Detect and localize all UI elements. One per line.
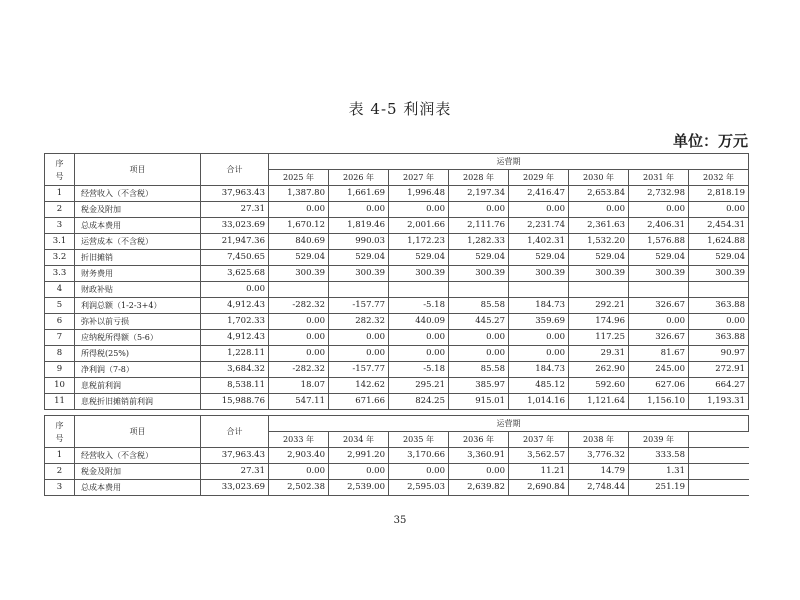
row-value: 0.00	[389, 330, 449, 346]
row-item-name: 经营收入（不含税）	[75, 186, 201, 202]
row-item-name: 利润总额（1-2-3+4）	[75, 298, 201, 314]
row-total: 27.31	[201, 202, 269, 218]
row-item-name: 财务费用	[75, 266, 201, 282]
seq-header-char: 序	[55, 158, 64, 168]
empty-cell	[689, 448, 749, 464]
row-value: 359.69	[509, 314, 569, 330]
row-value: 2,732.98	[629, 186, 689, 202]
row-value: 2,748.44	[569, 480, 629, 496]
row-value: 2,690.84	[509, 480, 569, 496]
row-value: 1,014.16	[509, 394, 569, 410]
document-title: 表 4-5 利润表	[348, 100, 452, 118]
row-value: 2,454.31	[689, 218, 749, 234]
row-value: 529.04	[449, 250, 509, 266]
row-value: 0.00	[329, 464, 389, 480]
row-value: 1,402.31	[509, 234, 569, 250]
row-seq: 4	[45, 282, 75, 298]
year-header: 2036 年	[449, 432, 509, 448]
table-row	[45, 346, 749, 362]
year-header: 2029 年	[509, 170, 569, 186]
row-item-name: 净利润（7-8）	[75, 362, 201, 378]
table-row	[45, 480, 749, 496]
table-row	[45, 394, 749, 410]
row-value: 990.03	[329, 234, 389, 250]
row-value: 272.91	[689, 362, 749, 378]
table-row	[45, 186, 749, 202]
row-total: 27.31	[201, 464, 269, 480]
row-item-name: 运营成本（不含税）	[75, 234, 201, 250]
header-row	[45, 154, 749, 170]
row-value: 529.04	[569, 250, 629, 266]
row-item-name: 税金及附加	[75, 202, 201, 218]
profit-table-2	[44, 415, 749, 496]
table-row	[45, 330, 749, 346]
row-value: 2,991.20	[329, 448, 389, 464]
row-value: 2,539.00	[329, 480, 389, 496]
row-value: 2,416.47	[509, 186, 569, 202]
row-value: 0.00	[449, 346, 509, 362]
seq-header-char: 序	[55, 420, 64, 430]
row-value: 300.39	[629, 266, 689, 282]
row-value: 29.31	[569, 346, 629, 362]
row-seq: 3.3	[45, 266, 75, 282]
row-value: 1,624.88	[689, 234, 749, 250]
row-item-name: 弥补以前亏损	[75, 314, 201, 330]
row-total: 37,963.43	[201, 186, 269, 202]
row-value: 0.00	[269, 464, 329, 480]
row-value: 3,170.66	[389, 448, 449, 464]
row-value: 90.97	[689, 346, 749, 362]
row-total: 37,963.43	[201, 448, 269, 464]
row-value: 1,661.69	[329, 186, 389, 202]
row-value: 627.06	[629, 378, 689, 394]
row-value: 184.73	[509, 298, 569, 314]
row-value: 0.00	[569, 202, 629, 218]
row-total: 8,538.11	[201, 378, 269, 394]
row-seq: 3	[45, 480, 75, 496]
row-value: 547.11	[269, 394, 329, 410]
year-header: 2039 年	[629, 432, 689, 448]
row-value: 2,903.40	[269, 448, 329, 464]
row-value: 1,532.20	[569, 234, 629, 250]
row-item-name: 所得税(25%)	[75, 346, 201, 362]
row-value: 824.25	[389, 394, 449, 410]
row-value: 2,406.31	[629, 218, 689, 234]
row-total: 3,625.68	[201, 266, 269, 282]
row-seq: 1	[45, 448, 75, 464]
row-value: 1,193.31	[689, 394, 749, 410]
row-total: 3,684.32	[201, 362, 269, 378]
row-value	[389, 282, 449, 298]
year-header: 2034 年	[329, 432, 389, 448]
row-seq: 10	[45, 378, 75, 394]
row-value: 0.00	[509, 346, 569, 362]
profit-table-1	[44, 153, 749, 410]
row-total: 1,228.11	[201, 346, 269, 362]
row-value: 14.79	[569, 464, 629, 480]
total-header: 合计	[201, 154, 269, 186]
row-value: 85.58	[449, 362, 509, 378]
row-value: 592.60	[569, 378, 629, 394]
row-value: 1,121.64	[569, 394, 629, 410]
row-value: 326.67	[629, 298, 689, 314]
year-header: 2031 年	[629, 170, 689, 186]
row-value	[329, 282, 389, 298]
row-value: 0.00	[509, 330, 569, 346]
row-value: 529.04	[329, 250, 389, 266]
table-row	[45, 362, 749, 378]
row-value: 445.27	[449, 314, 509, 330]
period-header: 运营期	[269, 416, 749, 432]
row-value: 363.88	[689, 298, 749, 314]
row-value: -5.18	[389, 362, 449, 378]
row-value: 440.09	[389, 314, 449, 330]
row-value: 117.25	[569, 330, 629, 346]
row-value: 0.00	[329, 330, 389, 346]
row-value	[509, 282, 569, 298]
seq-header	[45, 416, 75, 448]
table-row	[45, 250, 749, 266]
row-value: 2,361.63	[569, 218, 629, 234]
row-value: 2,502.38	[269, 480, 329, 496]
row-item-name: 应纳税所得额（5-6）	[75, 330, 201, 346]
year-header: 2030 年	[569, 170, 629, 186]
row-value: 0.00	[329, 346, 389, 362]
row-value: 18.07	[269, 378, 329, 394]
row-value	[689, 282, 749, 298]
year-header: 2035 年	[389, 432, 449, 448]
row-value: 2,197.34	[449, 186, 509, 202]
row-value: 0.00	[389, 202, 449, 218]
table-row	[45, 464, 749, 480]
row-seq: 9	[45, 362, 75, 378]
row-value: 251.19	[629, 480, 689, 496]
header-row	[45, 416, 749, 432]
row-value: 0.00	[449, 330, 509, 346]
row-value: 529.04	[629, 250, 689, 266]
row-value: 262.90	[569, 362, 629, 378]
row-seq: 11	[45, 394, 75, 410]
row-value: 300.39	[269, 266, 329, 282]
row-value: -282.32	[269, 362, 329, 378]
row-total: 7,450.65	[201, 250, 269, 266]
row-value: 0.00	[629, 202, 689, 218]
row-total: 0.00	[201, 282, 269, 298]
row-value: 300.39	[569, 266, 629, 282]
row-value: 2,818.19	[689, 186, 749, 202]
row-value: 0.00	[389, 346, 449, 362]
row-value: 295.21	[389, 378, 449, 394]
row-value: 282.32	[329, 314, 389, 330]
row-value: 0.00	[329, 202, 389, 218]
table-row	[45, 314, 749, 330]
row-value: 1.31	[629, 464, 689, 480]
item-header: 项目	[75, 416, 201, 448]
row-value: 300.39	[689, 266, 749, 282]
row-value: 142.62	[329, 378, 389, 394]
table-row	[45, 448, 749, 464]
seq-header-char: 号	[55, 433, 64, 443]
row-value: 1,996.48	[389, 186, 449, 202]
row-item-name: 总成本费用	[75, 218, 201, 234]
row-value: 245.00	[629, 362, 689, 378]
row-value: 300.39	[329, 266, 389, 282]
row-value: 0.00	[689, 314, 749, 330]
row-item-name: 息税前利润	[75, 378, 201, 394]
row-value: 2,653.84	[569, 186, 629, 202]
row-value: 2,231.74	[509, 218, 569, 234]
row-item-name: 财政补贴	[75, 282, 201, 298]
row-seq: 5	[45, 298, 75, 314]
row-value: 2,639.82	[449, 480, 509, 496]
row-value: 0.00	[449, 464, 509, 480]
row-value: 1,387.80	[269, 186, 329, 202]
row-item-name: 总成本费用	[75, 480, 201, 496]
row-item-name: 税金及附加	[75, 464, 201, 480]
row-total: 1,702.33	[201, 314, 269, 330]
row-value: 3,562.57	[509, 448, 569, 464]
row-value: 3,776.32	[569, 448, 629, 464]
row-value: 2,111.76	[449, 218, 509, 234]
row-value: 0.00	[269, 314, 329, 330]
row-total: 15,988.76	[201, 394, 269, 410]
row-value: -157.77	[329, 362, 389, 378]
row-value: 3,360.91	[449, 448, 509, 464]
row-value	[629, 282, 689, 298]
year-header: 2026 年	[329, 170, 389, 186]
row-value: 292.21	[569, 298, 629, 314]
row-value: 529.04	[389, 250, 449, 266]
row-value: 385.97	[449, 378, 509, 394]
row-value: 300.39	[449, 266, 509, 282]
row-value: 300.39	[389, 266, 449, 282]
table-row	[45, 202, 749, 218]
row-value: 1,819.46	[329, 218, 389, 234]
row-value: 184.73	[509, 362, 569, 378]
row-value: 664.27	[689, 378, 749, 394]
row-value: 81.67	[629, 346, 689, 362]
row-seq: 7	[45, 330, 75, 346]
row-value: 0.00	[689, 202, 749, 218]
row-value	[449, 282, 509, 298]
row-value: 11.21	[509, 464, 569, 480]
year-header: 2038 年	[569, 432, 629, 448]
row-value: 1,576.88	[629, 234, 689, 250]
row-value: 0.00	[269, 330, 329, 346]
row-value: 0.00	[269, 202, 329, 218]
row-value: 529.04	[269, 250, 329, 266]
seq-header	[45, 154, 75, 186]
row-value: 529.04	[689, 250, 749, 266]
row-value: 333.58	[629, 448, 689, 464]
empty-cell	[689, 432, 749, 448]
row-seq: 3.2	[45, 250, 75, 266]
row-value: 1,156.10	[629, 394, 689, 410]
row-value: 363.88	[689, 330, 749, 346]
row-value: 0.00	[509, 202, 569, 218]
row-seq: 3	[45, 218, 75, 234]
row-seq: 6	[45, 314, 75, 330]
row-value: 529.04	[509, 250, 569, 266]
row-value: -157.77	[329, 298, 389, 314]
row-value: 1,670.12	[269, 218, 329, 234]
row-item-name: 折旧摊销	[75, 250, 201, 266]
row-total: 33,023.69	[201, 218, 269, 234]
table-row	[45, 378, 749, 394]
row-value: 85.58	[449, 298, 509, 314]
row-total: 33,023.69	[201, 480, 269, 496]
row-value: 1,282.33	[449, 234, 509, 250]
table-row	[45, 218, 749, 234]
row-total: 21,947.36	[201, 234, 269, 250]
year-header: 2033 年	[269, 432, 329, 448]
row-value	[569, 282, 629, 298]
row-total: 4,912.43	[201, 298, 269, 314]
table-row	[45, 298, 749, 314]
row-seq: 2	[45, 464, 75, 480]
row-value: 0.00	[449, 202, 509, 218]
row-item-name: 息税折旧摊销前利润	[75, 394, 201, 410]
table-row	[45, 266, 749, 282]
row-value: 300.39	[509, 266, 569, 282]
empty-cell	[689, 464, 749, 480]
seq-header-char: 号	[55, 171, 64, 181]
row-value: 0.00	[629, 314, 689, 330]
row-seq: 8	[45, 346, 75, 362]
row-value: -282.32	[269, 298, 329, 314]
row-seq: 2	[45, 202, 75, 218]
item-header: 项目	[75, 154, 201, 186]
table-row	[45, 234, 749, 250]
unit-label: 单位：万元	[672, 132, 748, 150]
period-header: 运营期	[269, 154, 749, 170]
row-item-name: 经营收入（不含税）	[75, 448, 201, 464]
row-value: 0.00	[389, 464, 449, 480]
empty-cell	[689, 480, 749, 496]
row-value: 326.67	[629, 330, 689, 346]
year-header: 2025 年	[269, 170, 329, 186]
row-value: 0.00	[269, 346, 329, 362]
year-header: 2027 年	[389, 170, 449, 186]
row-value: 2,001.66	[389, 218, 449, 234]
row-value: 915.01	[449, 394, 509, 410]
year-header: 2032 年	[689, 170, 749, 186]
page-number: 35	[393, 515, 407, 526]
row-value: 485.12	[509, 378, 569, 394]
row-value: 671.66	[329, 394, 389, 410]
row-value	[269, 282, 329, 298]
row-value: 840.69	[269, 234, 329, 250]
row-value: 2,595.03	[389, 480, 449, 496]
table-row	[45, 282, 749, 298]
row-seq: 1	[45, 186, 75, 202]
row-value: 174.96	[569, 314, 629, 330]
row-value: 1,172.23	[389, 234, 449, 250]
row-seq: 3.1	[45, 234, 75, 250]
row-value: -5.18	[389, 298, 449, 314]
row-total: 4,912.43	[201, 330, 269, 346]
year-header: 2028 年	[449, 170, 509, 186]
year-header: 2037 年	[509, 432, 569, 448]
total-header: 合计	[201, 416, 269, 448]
